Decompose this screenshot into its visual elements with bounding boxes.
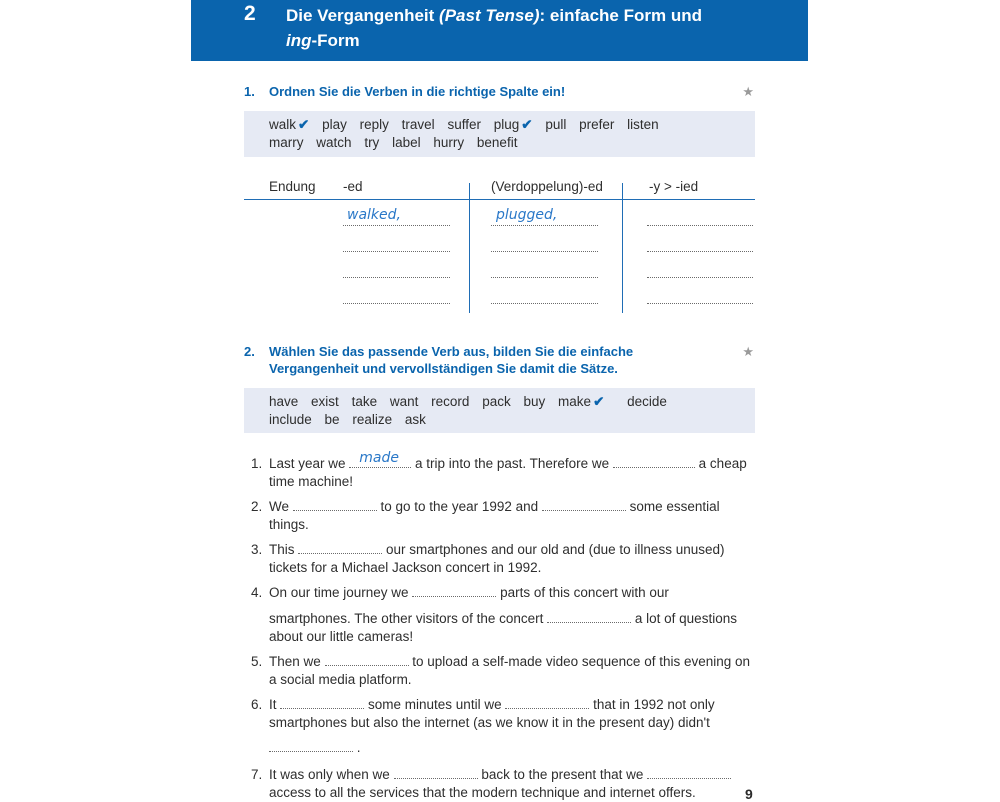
word-walk: walk ✔: [269, 117, 310, 132]
checkmark-icon: ✔: [593, 394, 605, 409]
answer-blank[interactable]: [491, 263, 598, 278]
answer-blank[interactable]: [325, 654, 409, 666]
word-record: record: [431, 394, 470, 409]
word-play: play: [322, 117, 347, 132]
word-prefer: prefer: [579, 117, 615, 132]
task2-words-line1: [269, 394, 676, 410]
word-reply: reply: [359, 117, 389, 132]
table-divider: [244, 199, 755, 200]
column-header-ied: -y > -ied: [649, 179, 699, 194]
word-decide: decide: [627, 394, 667, 409]
answer-blank[interactable]: [280, 697, 364, 709]
answer-blank[interactable]: [412, 585, 496, 597]
word-be: be: [324, 412, 340, 427]
task1-heading: [244, 83, 755, 100]
difficulty-star-icon: ★: [742, 344, 754, 359]
task2-words-line2: [269, 412, 435, 427]
word-have: have: [269, 394, 299, 409]
answer-blank[interactable]: [647, 263, 753, 278]
chapter-banner: [191, 0, 808, 61]
handwritten-answer: walked,: [347, 207, 401, 223]
task2-number: 2.: [244, 344, 255, 359]
task1-word-box: [244, 111, 755, 157]
word-watch: watch: [316, 135, 352, 150]
answer-blank[interactable]: [491, 237, 598, 252]
word-want: want: [389, 394, 419, 409]
chapter-number: 2: [244, 2, 256, 25]
answer-blank[interactable]: [647, 289, 753, 304]
checkmark-icon: ✔: [521, 117, 533, 132]
word-pull: pull: [545, 117, 567, 132]
task2-word-box: [244, 388, 755, 433]
word-realize: realize: [352, 412, 393, 427]
column-divider: [622, 183, 623, 313]
word-try: try: [364, 135, 380, 150]
word-make: make ✔: [558, 394, 605, 409]
difficulty-star-icon: ★: [742, 84, 754, 99]
column-header-doubling-ed: (Verdoppelung)-ed: [491, 179, 603, 194]
answer-blank[interactable]: [613, 456, 695, 468]
task1-words-line1: [269, 117, 668, 133]
answer-blank[interactable]: [547, 611, 631, 623]
word-listen: listen: [627, 117, 659, 132]
answer-blank[interactable]: [542, 499, 626, 511]
task2-instruction: Wählen Sie das passende Verb aus, bilden Sie die einfache Vergangenheit und vervollständigen Sie damit die Sätze.: [269, 344, 634, 376]
word-pack: pack: [482, 394, 511, 409]
task1-instruction: Ordnen Sie die Verben in die richtige Spalte ein!: [269, 84, 566, 99]
word-plug: plug ✔: [493, 117, 533, 132]
handwritten-answer: made: [359, 449, 400, 466]
answer-blank[interactable]: [505, 697, 589, 709]
column-label-endung: Endung: [269, 179, 316, 194]
answer-blank[interactable]: [343, 289, 450, 304]
answer-blank[interactable]: [491, 289, 598, 304]
answer-blank[interactable]: [349, 449, 411, 468]
answer-blank[interactable]: [343, 237, 450, 252]
word-travel: travel: [401, 117, 435, 132]
answer-blank[interactable]: [293, 499, 377, 511]
answer-blank[interactable]: [647, 211, 753, 226]
word-suffer: suffer: [447, 117, 481, 132]
word-include: include: [269, 412, 312, 427]
word-label: label: [392, 135, 421, 150]
column-header-ed: -ed: [343, 179, 363, 194]
column-divider: [469, 183, 470, 313]
handwritten-answer: plugged,: [496, 207, 558, 223]
answer-blank[interactable]: [343, 263, 450, 278]
page-number: 9: [745, 786, 753, 802]
word-marry: marry: [269, 135, 304, 150]
answer-blank[interactable]: [298, 542, 382, 554]
word-buy: buy: [523, 394, 546, 409]
word-hurry: hurry: [433, 135, 465, 150]
checkmark-icon: ✔: [298, 117, 310, 132]
word-ask: ask: [404, 412, 426, 427]
answer-blank[interactable]: [394, 767, 478, 779]
task1-words-line2: [269, 135, 526, 150]
answer-blank[interactable]: [269, 740, 353, 752]
answer-blank[interactable]: [647, 767, 731, 779]
word-exist: exist: [311, 394, 339, 409]
task1-number: 1.: [244, 84, 255, 99]
answer-blank[interactable]: [647, 237, 753, 252]
task2-heading: [244, 343, 755, 377]
word-take: take: [351, 394, 378, 409]
chapter-title: Die Vergangenheit (Past Tense): einfache Form und ing-Form: [286, 6, 702, 50]
word-benefit: benefit: [476, 135, 518, 150]
workbook-page: 2 Die Vergangenheit (Past Tense): einfache Form und ing-Form 1. Ordnen Sie die Verben in die richtige Spalte ein! ★ walk ✔ play reply travel suffer plug ✔ pull prefer listen marry watch try label hurry benefit Endung -ed (Verdoppelung)-ed -y > -ied walked, plugged, 2. Wählen Sie das passende Verb aus, bilden Sie die einfache Vergangenheit und vervollständigen Sie damit die Sätze. ★ have exist take want record pack buy make ✔ decide include be realize ask 1. Last year we made a trip into the past. Therefore we a cheap time machine! 2. We to go to the year 1992 and some essential things. 3. This our smartphones and our old and (due to illness unused) tickets for a Michael Jackson concert in 1992. 4. On our time journey we parts of this concert with our smartphones. The other visitors of the concert a lot of questions about our little cameras! 5. Then we to upload a self-made video sequence of this evening on a social media platform. 6. It some minutes until we that in 1992 not only smartphones but also the internet (as we know it in the present day) didn't . 7. It was only when we back to the present that we access to all the services that the modern technique and internet offers. 9: [191, 0, 808, 800]
